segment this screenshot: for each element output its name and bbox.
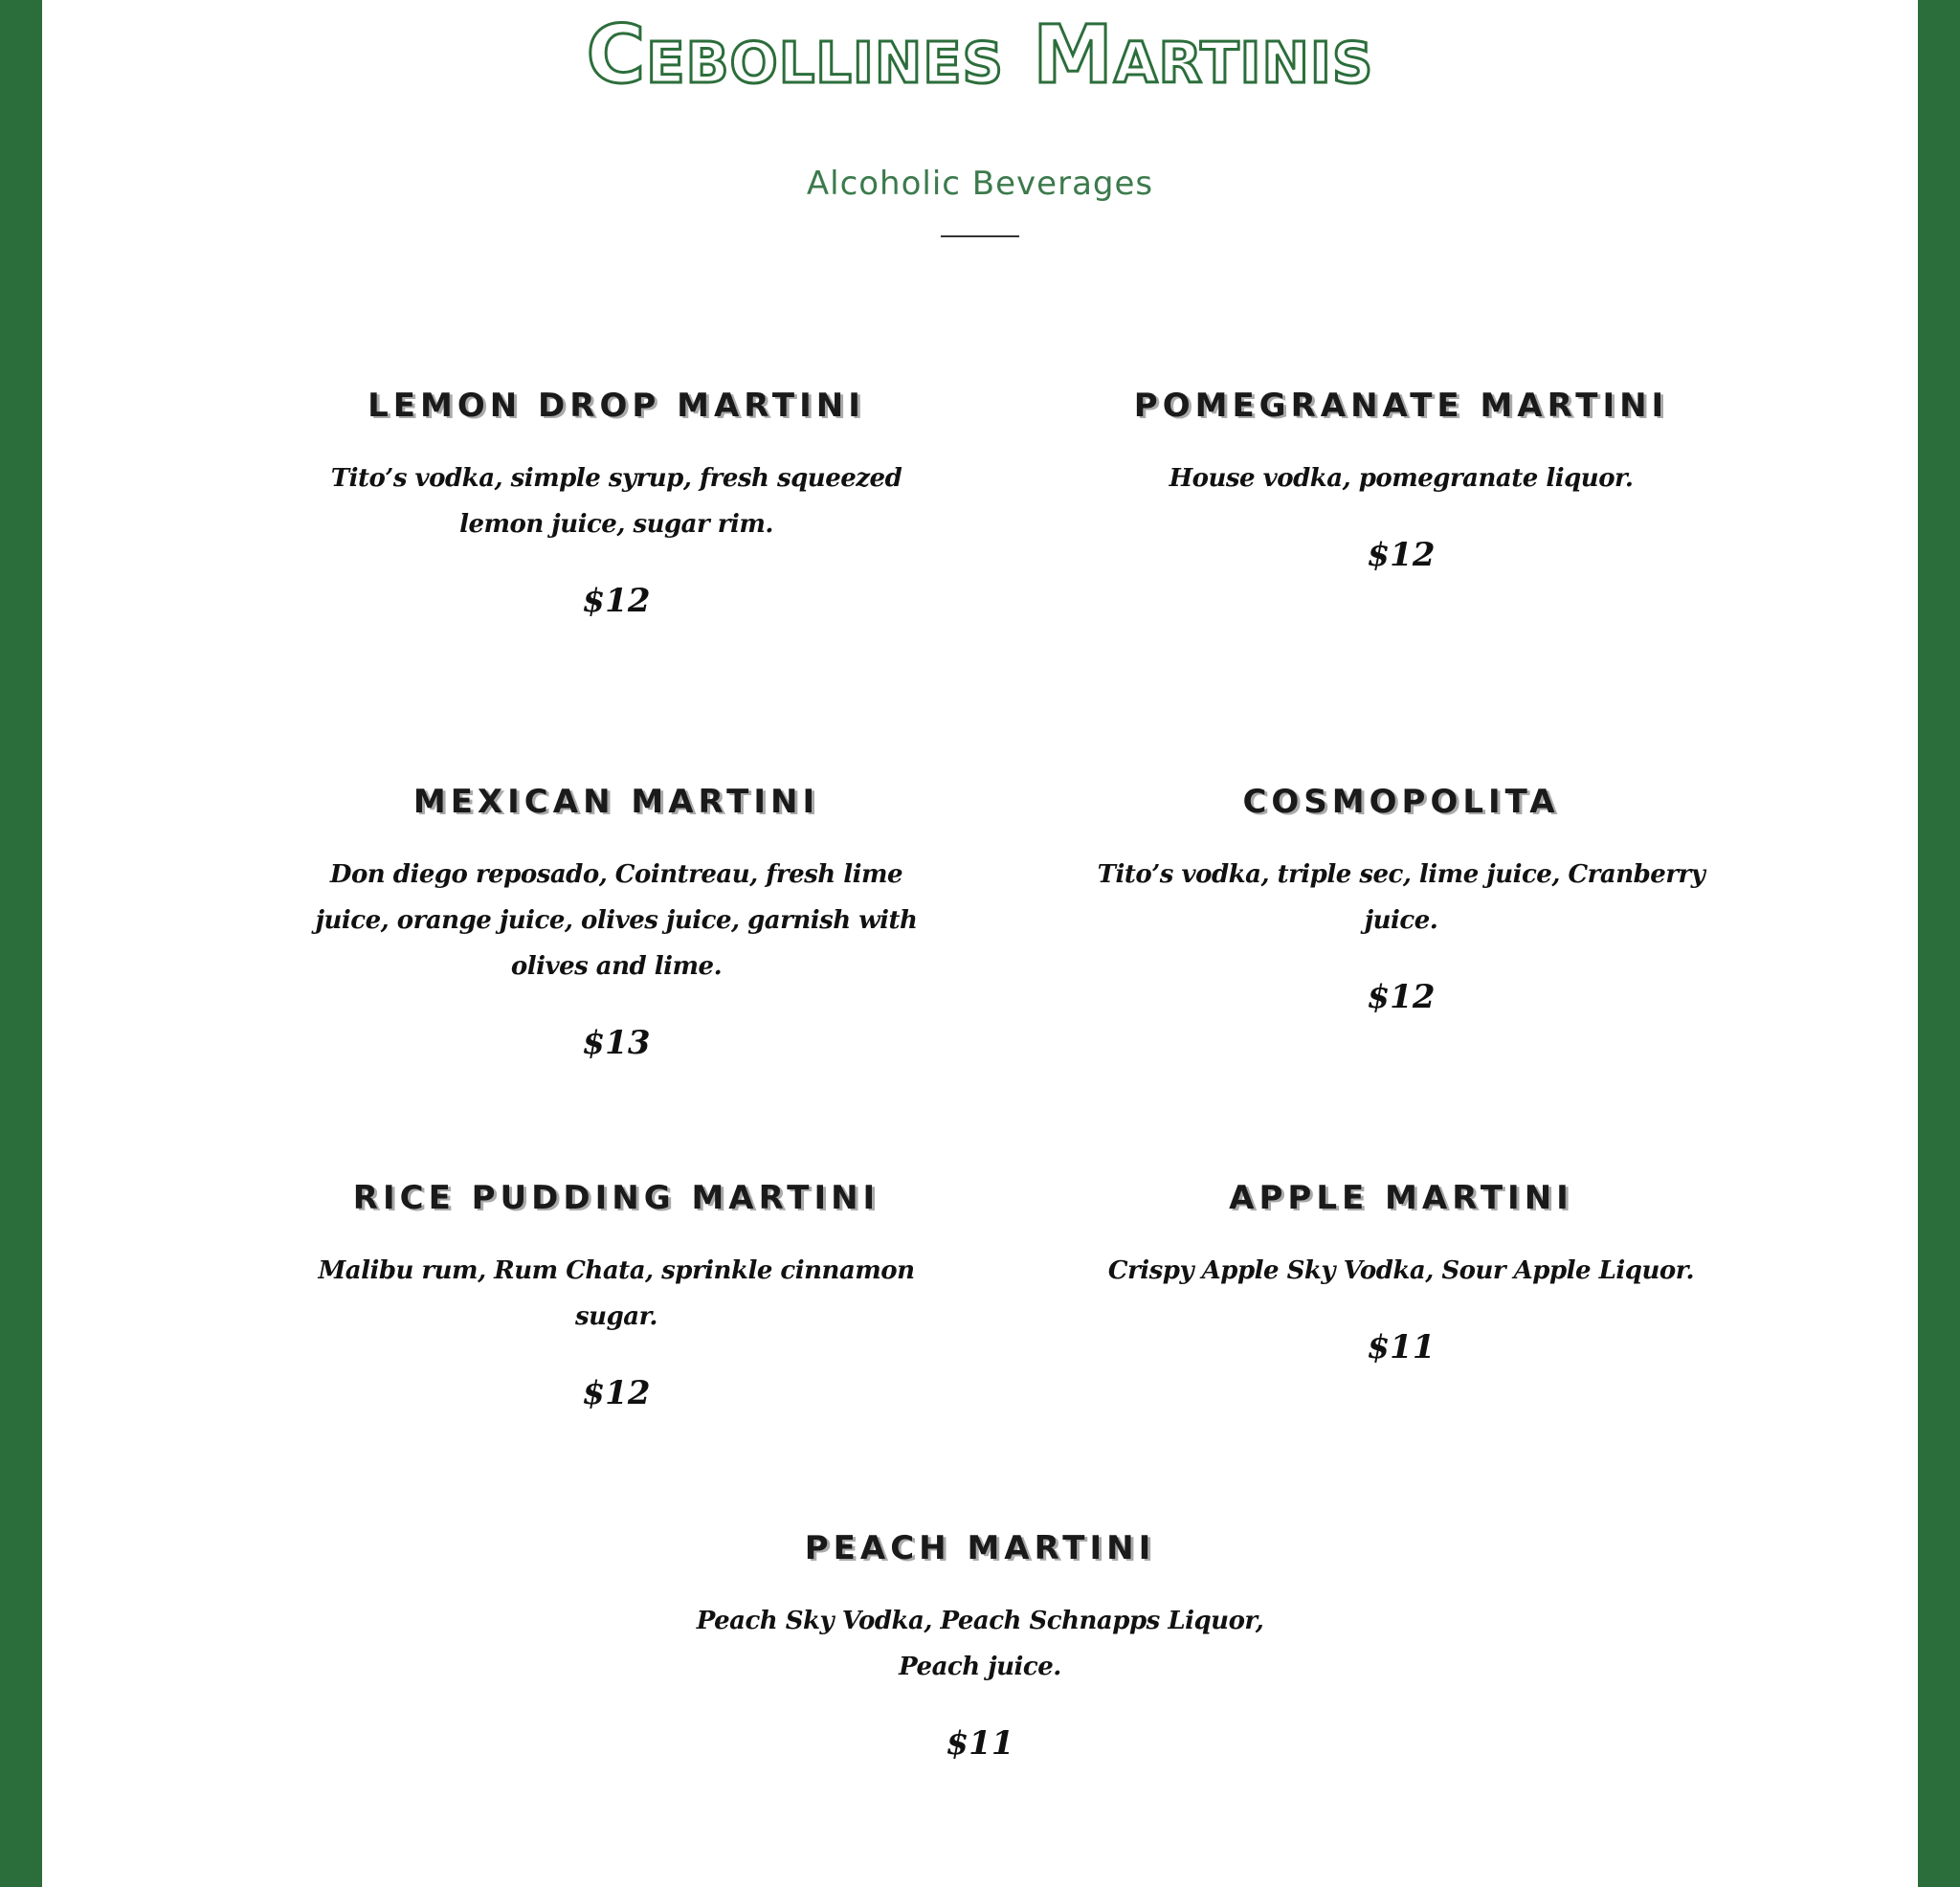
title-divider <box>941 235 1019 237</box>
item-name: LEMON DROP MARTINI <box>368 387 865 425</box>
item-description: Tito’s vodka, triple sec, lime juice, Cranberry juice. <box>1097 860 1705 935</box>
item-price: $13 <box>582 1024 651 1062</box>
item-name: APPLE MARTINI <box>1229 1179 1573 1217</box>
item-description: Peach Sky Vodka, Peach Schnapps Liquor, Peach juice. <box>696 1607 1264 1681</box>
item-description: Don diego reposado, Cointreau, fresh lime juice, orange juice, olives juice, garnish with olives and lime. <box>315 860 918 981</box>
menu-subtitle: Alcoholic Beverages <box>806 165 1154 203</box>
menu-item-rice-pudding <box>310 1175 923 1412</box>
item-price: $12 <box>582 582 651 620</box>
item-name: RICE PUDDING MARTINI <box>352 1179 880 1217</box>
item-price: $11 <box>946 1724 1014 1763</box>
item-price: $11 <box>1367 1328 1436 1366</box>
item-description: Crispy Apple Sky Vodka, Sour Apple Liquor. <box>1107 1256 1695 1285</box>
item-description: Malibu rum, Rum Chata, sprinkle cinnamon sugar. <box>318 1256 915 1331</box>
menu-item-peach <box>674 1525 1286 1763</box>
item-name: MEXICAN MARTINI <box>412 783 820 821</box>
item-name: COSMOPOLITA <box>1242 783 1560 821</box>
item-name: PEACH MARTINI <box>804 1529 1156 1567</box>
menu-item-apple <box>1095 1175 1707 1366</box>
item-description: House vodka, pomegranate liquor. <box>1169 464 1634 493</box>
menu-title: Cebollines Martinis <box>586 8 1374 101</box>
item-description: Tito’s vodka, simple syrup, fresh squeezed lemon juice, sugar rim. <box>330 464 902 539</box>
right-green-border <box>1918 0 1960 1887</box>
menu-item-mexican <box>310 779 923 1062</box>
item-price: $12 <box>1367 978 1436 1016</box>
menu-item-lemon-drop <box>310 383 923 620</box>
menu-item-pomegranate <box>1095 383 1707 574</box>
left-green-border <box>0 0 42 1887</box>
item-price: $12 <box>582 1374 651 1412</box>
item-name: POMEGRANATE MARTINI <box>1133 387 1669 425</box>
menu-page <box>42 0 1918 1887</box>
item-price: $12 <box>1367 536 1436 574</box>
menu-item-cosmopolita <box>1095 779 1707 1016</box>
